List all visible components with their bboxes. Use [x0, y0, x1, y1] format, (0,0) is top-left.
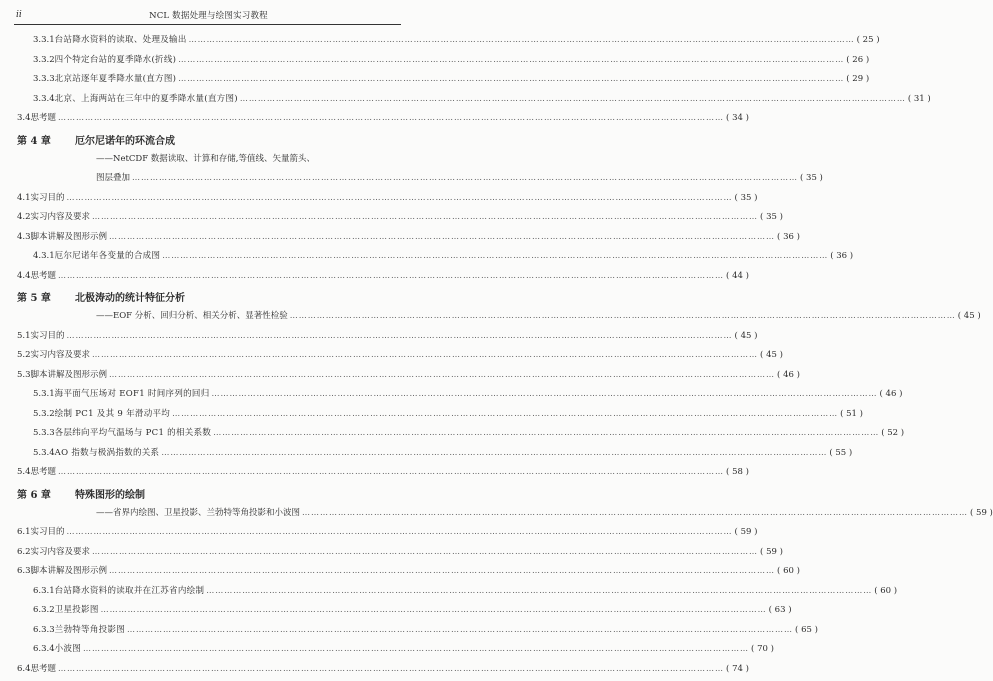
toc-entry-row [0, 662, 417, 681]
toc-page-number: ( 59 ) [735, 527, 758, 537]
toc-page-number: ( 55 ) [829, 448, 852, 458]
toc-entry-title: 脚本讲解及图形示例 [31, 564, 108, 576]
toc-page-number: ( 63 ) [769, 605, 792, 615]
toc-leader-dots [58, 664, 724, 673]
toc-entry-title: 台站降水资料的读取并在江苏省内绘制 [55, 584, 205, 596]
toc-leader-dots [213, 428, 879, 437]
toc-entry-number: 4.1 [17, 193, 31, 203]
toc-entry-row [0, 191, 417, 211]
toc-entry-title: ——NetCDF 数据读取、计算和存储,等值线、矢量箭头、 [96, 152, 315, 164]
toc-entry-number: 5.3.4 [33, 448, 55, 458]
toc-entry-title: 小波图 [55, 642, 81, 654]
toc-entry-number: 3.3.2 [33, 55, 55, 65]
toc-entry-title: 厄尔尼诺年各变量的合成图 [55, 249, 161, 261]
toc-entry-row [0, 584, 417, 604]
toc-entry-title: AO 指数与极涡指数的关系 [55, 446, 160, 458]
toc-entry-title: 思考题 [31, 269, 57, 281]
toc-page-number: ( 59 ) [760, 547, 783, 557]
toc-entry-number: 6.3 [17, 566, 31, 576]
toc-entry-title: 思考题 [31, 111, 57, 123]
toc-entry-title: 实习目的 [31, 329, 65, 341]
toc-page-number: ( 65 ) [795, 625, 818, 635]
toc-entry-title: 厄尔尼诺年的环流合成 [75, 132, 175, 147]
toc-leader-dots [290, 311, 956, 320]
toc-page-number: ( 35 ) [800, 173, 823, 183]
toc-entry-number: 4.4 [17, 271, 31, 281]
toc-chapter-subtitle-row [0, 309, 417, 329]
toc-entry-row [0, 446, 417, 466]
toc-leader-dots [162, 251, 828, 260]
toc-entry-title: ——EOF 分析、回归分析、相关分析、显著性检验 [96, 309, 288, 321]
toc-entry-title: 实习内容及要求 [31, 545, 91, 557]
toc-leader-dots [109, 370, 775, 379]
toc-entry-row [0, 564, 417, 584]
toc-page-number: ( 46 ) [880, 389, 903, 399]
toc-entry-number: 5.3.1 [33, 389, 55, 399]
toc-entry-title: 图层叠加 [96, 171, 130, 183]
toc-entry-title: 思考题 [31, 662, 57, 674]
toc-entry-row [0, 210, 417, 230]
toc-page-number: ( 45 ) [735, 331, 758, 341]
page-number: ii [16, 10, 22, 20]
toc-page-number: ( 34 ) [726, 113, 749, 123]
toc-entry-number: 第 6 章 [17, 486, 75, 501]
toc-page-number: ( 60 ) [777, 566, 800, 576]
toc-entry-number: 5.3.3 [33, 428, 55, 438]
toc-leader-dots [58, 113, 724, 122]
toc-leader-dots [109, 566, 775, 575]
toc-leader-dots [240, 94, 906, 103]
toc-leader-dots [58, 271, 724, 280]
toc-leader-dots [302, 508, 968, 517]
toc-leader-dots [92, 547, 758, 556]
toc-entry-row [0, 603, 417, 623]
toc-page-number: ( 51 ) [840, 409, 863, 419]
toc-page-number: ( 46 ) [777, 370, 800, 380]
toc-entry-title: 北京、上海两站在三年中的夏季降水量(直方图) [55, 92, 238, 104]
toc-page-number: ( 52 ) [881, 428, 904, 438]
toc-entry-title: 海平面气压场对 EOF1 时间序列的回归 [55, 387, 210, 399]
toc-page-number: ( 59 ) [970, 508, 993, 518]
toc-page-number: ( 70 ) [751, 644, 774, 654]
toc-entry-number: 3.3.4 [33, 94, 55, 104]
toc-entry-number: 3.4 [17, 113, 31, 123]
toc-entry-title: 实习目的 [31, 525, 65, 537]
toc-entry-number: 3.3.1 [33, 35, 55, 45]
toc-entry-title: 北京站逐年夏季降水量(直方图) [55, 72, 177, 84]
toc-leader-dots [67, 193, 733, 202]
toc-entry-title: 各层纬向平均气温场与 PC1 的相关系数 [55, 426, 212, 438]
toc-leader-dots [101, 605, 767, 614]
toc-entry-row [0, 368, 417, 388]
toc-page-number: ( 35 ) [735, 193, 758, 203]
toc-entry-number: 6.1 [17, 527, 31, 537]
toc-page-number: ( 29 ) [846, 74, 869, 84]
toc-leader-dots [109, 232, 775, 241]
toc-entry-title: 思考题 [31, 465, 57, 477]
toc-page-number: ( 45 ) [958, 311, 981, 321]
toc-page-number: ( 74 ) [726, 664, 749, 674]
toc-page-number: ( 36 ) [830, 251, 853, 261]
toc-entry-row [0, 642, 417, 662]
toc-leader-dots [189, 35, 855, 44]
toc-entry-number: 6.3.2 [33, 605, 55, 615]
toc-entry-number: 5.1 [17, 331, 31, 341]
toc-entry-row [0, 623, 417, 643]
toc-page-number: ( 26 ) [846, 55, 869, 65]
toc-entry-number: 5.3 [17, 370, 31, 380]
toc-entry-title: 绘制 PC1 及其 9 年滑动平均 [55, 407, 170, 419]
toc-leader-dots [67, 527, 733, 536]
running-title: NCL 数据处理与绘图实习教程 [0, 9, 417, 21]
toc-leader-dots [172, 409, 838, 418]
toc-leader-dots [206, 586, 872, 595]
header-rule [14, 24, 401, 25]
toc-entry-number: 5.3.2 [33, 409, 55, 419]
toc-chapter-row [0, 288, 417, 309]
toc-page-number: ( 36 ) [777, 232, 800, 242]
toc-entry-title: 脚本讲解及图形示例 [31, 368, 108, 380]
toc-entry-number: 6.3.1 [33, 586, 55, 596]
toc-entry-row [0, 387, 417, 407]
toc-page-number: ( 60 ) [874, 586, 897, 596]
toc-leader-dots [127, 625, 793, 634]
toc-entry-title: ——省界内绘图、卫星投影、兰勃特等角投影和小波图 [96, 506, 300, 518]
toc-entry-title: 四个特定台站的夏季降水(折线) [55, 53, 177, 65]
toc-entry-row [0, 269, 417, 289]
toc-chapter-row [0, 131, 417, 152]
toc-entry-title: 实习内容及要求 [31, 348, 91, 360]
toc-chapter-subtitle-row [0, 171, 417, 191]
toc-leader-dots [178, 74, 844, 83]
toc-entry-row [0, 72, 417, 92]
toc-page-number: ( 31 ) [908, 94, 931, 104]
toc-entry-number: 6.3.4 [33, 644, 55, 654]
toc-leader-dots [212, 389, 878, 398]
toc-entry-title: 兰勃特等角投影图 [55, 623, 125, 635]
toc-leader-dots [92, 350, 758, 359]
toc-page-number: ( 35 ) [760, 212, 783, 222]
toc-leader-dots [132, 173, 798, 182]
toc-entry-title: 北极涛动的统计特征分析 [75, 289, 185, 304]
toc-leader-dots [67, 331, 733, 340]
toc-leader-dots [83, 644, 749, 653]
toc-entry-number: 第 5 章 [17, 289, 75, 304]
toc-entry-number: 第 4 章 [17, 132, 75, 147]
toc-page-number: ( 45 ) [760, 350, 783, 360]
toc-leader-dots [58, 467, 724, 476]
toc-leader-dots [92, 212, 758, 221]
toc-entry-row [0, 348, 417, 368]
toc-leader-dots [161, 448, 827, 457]
toc-entry-number: 5.4 [17, 467, 31, 477]
toc-entry-number: 3.3.3 [33, 74, 55, 84]
toc-leader-dots [178, 55, 844, 64]
toc-page-number: ( 25 ) [857, 35, 880, 45]
toc-entry-number: 4.3 [17, 232, 31, 242]
toc-entry-row [0, 545, 417, 565]
toc-entry-number: 6.4 [17, 664, 31, 674]
toc-entry-title: 特殊图形的绘制 [75, 486, 145, 501]
toc-page-number: ( 58 ) [726, 467, 749, 477]
toc-entry-title: 台站降水资料的读取、处理及输出 [55, 33, 187, 45]
toc-chapter-row [0, 485, 417, 506]
toc-entry-row [0, 329, 417, 349]
toc-page-number: ( 44 ) [726, 271, 749, 281]
toc-entry-row [0, 92, 417, 112]
toc-entry-title: 脚本讲解及图形示例 [31, 230, 108, 242]
toc-entry-row [0, 407, 417, 427]
toc-entry-number: 4.2 [17, 212, 31, 222]
toc-entry-row [0, 426, 417, 446]
toc-entry-row [0, 111, 417, 131]
toc-entry-row [0, 53, 417, 73]
toc-entry-number: 6.3.3 [33, 625, 55, 635]
toc-entry-title: 卫星投影图 [55, 603, 99, 615]
toc-entry-row [0, 249, 417, 269]
toc-entry-title: 实习目的 [31, 191, 65, 203]
toc-entry-number: 5.2 [17, 350, 31, 360]
toc-chapter-subtitle-row [0, 506, 417, 526]
toc-entry-row [0, 465, 417, 485]
table-of-contents [0, 33, 417, 681]
toc-entry-row [0, 33, 417, 53]
toc-entry-row [0, 525, 417, 545]
toc-entry-title: 实习内容及要求 [31, 210, 91, 222]
toc-entry-row [0, 230, 417, 250]
toc-chapter-subtitle-row [0, 152, 417, 172]
page-header [0, 0, 417, 28]
toc-entry-number: 4.3.1 [33, 251, 55, 261]
toc-entry-number: 6.2 [17, 547, 31, 557]
